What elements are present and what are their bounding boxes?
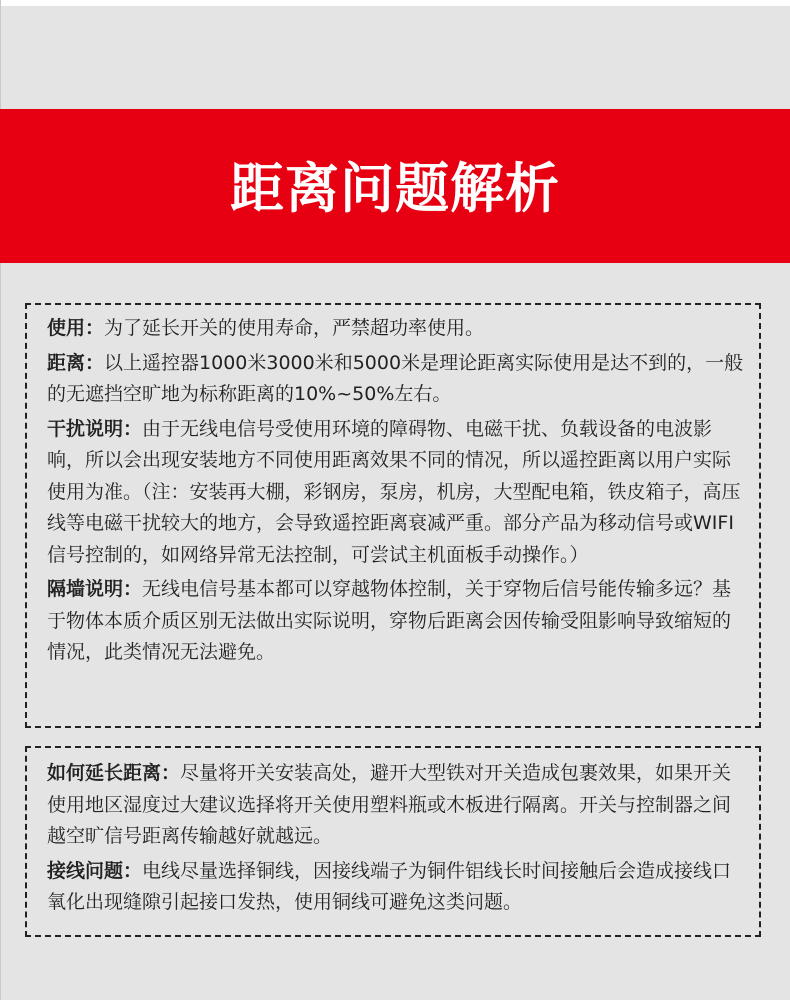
paragraph-label: 如何延长距离：	[47, 762, 181, 784]
paragraph-text: 无线电信号基本都可以穿越物体控制，关于穿物后信号能传输多远？基于物体本质介质区别无法做出实际说明，穿物后距离会因传输受阻影响导致缩短的情况，此类情况无法避免。	[47, 578, 732, 663]
paragraph-distance	[47, 348, 745, 411]
title-banner	[0, 109, 790, 263]
paragraph-usage	[47, 313, 745, 345]
page-title: 距离问题解析	[230, 156, 560, 220]
top-strip	[0, 0, 790, 6]
paragraph-text: 为了延长开关的使用寿命，严禁超功率使用。	[104, 317, 485, 339]
paragraph-text: 以上遥控器1000米3000米和5000米是理论距离实际使用是达不到的，一般的无遮挡空旷地为标称距离的10%~50%左右。	[47, 351, 744, 405]
paragraph-label: 接线问题：	[47, 859, 143, 882]
paragraph-wiring	[47, 856, 745, 919]
paragraph-extend-distance	[47, 758, 745, 853]
paragraph-label: 使用：	[47, 317, 105, 339]
paragraph-label: 隔墙说明：	[47, 578, 143, 600]
paragraph-label: 距离：	[47, 351, 105, 374]
usage-notes-box	[25, 303, 761, 728]
paragraph-text: 由于无线电信号受使用环境的障碍物、电磁干扰、负载设备的电波影响，所以会出现安装地方不同使用距离效果不同的情况，所以遥控距离以用户实际使用为准。（注：安装再大棚，彩钢房，泵房，机房，大型配电箱，铁皮箱子，高压线等电磁干扰较大的地方，会导致遥控距离衰减严重。部分产品为移动信号或WIFI信号控制的，如网络异常无法控制，可尝试主机面板手动操作。）	[47, 417, 741, 566]
paragraph-interference	[47, 414, 745, 572]
paragraph-wall	[47, 574, 745, 669]
paragraph-text: 尽量将开关安装高处，避开大型铁对开关造成包裹效果，如果开关使用地区湿度过大建议选择将开关使用塑料瓶或木板进行隔离。开关与控制器之间越空旷信号距离传输越好就越远。	[47, 762, 732, 847]
paragraph-label: 干扰说明：	[47, 417, 143, 440]
paragraph-text: 电线尽量选择铜线，因接线端子为铜件铝线长时间接触后会造成接线口氧化出现缝隙引起接口发热，使用铜线可避免这类问题。	[47, 859, 732, 913]
tips-box	[25, 746, 761, 937]
